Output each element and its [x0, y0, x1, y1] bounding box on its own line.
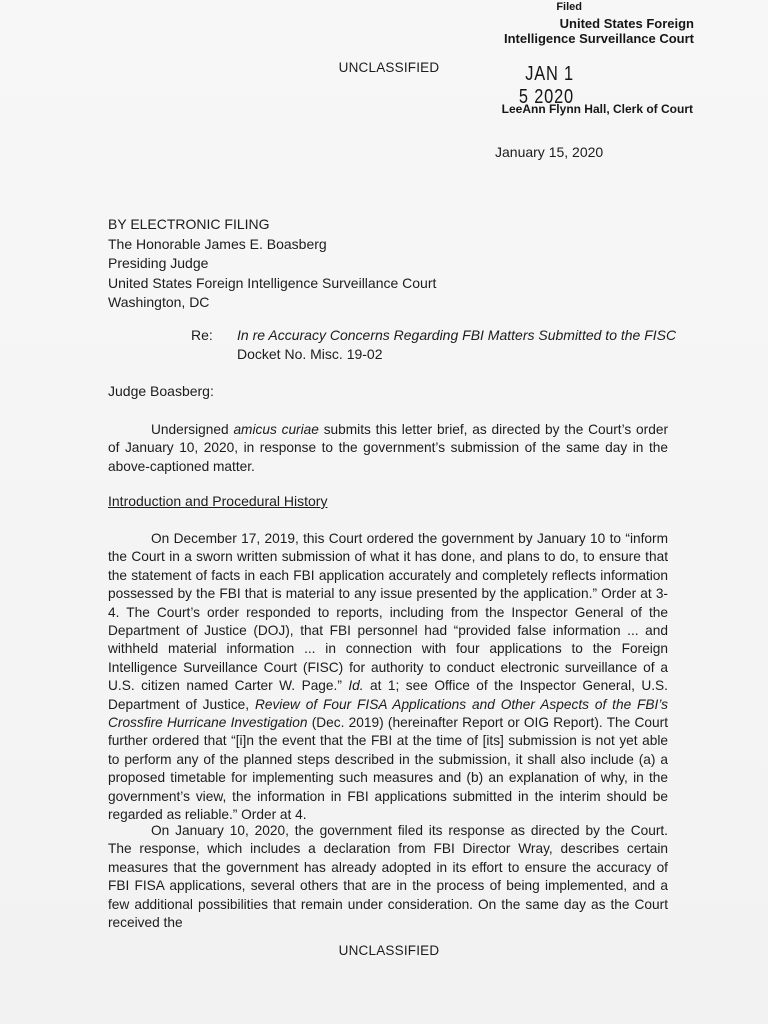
footer-classification: UNCLASSIFIED	[338, 943, 440, 958]
section-heading: Introduction and Procedural History	[108, 493, 328, 509]
para1-amicus-italic: amicus curiae	[233, 422, 319, 437]
re-value	[237, 326, 676, 364]
paragraph-intro	[108, 421, 668, 476]
address-line: The Honorable James E. Boasberg	[108, 235, 327, 252]
address-line: Presiding Judge	[108, 255, 209, 271]
re-title: In re Accuracy Concerns Regarding FBI Matters Submitted to the FISC	[237, 327, 677, 343]
re-docket: Docket No. Misc. 19-02	[237, 346, 383, 362]
header-classification: UNCLASSIFIED	[338, 60, 440, 75]
para2-id-italic: Id.	[348, 678, 364, 694]
stamp-filed: Filed	[556, 1, 582, 13]
para2-text-c: at 1; see Office of the Inspector General, U.S. Department of Justice,	[108, 678, 668, 712]
filing-stamp	[501, 1, 694, 116]
letter-date: January 15, 2020	[495, 144, 604, 160]
stamp-court-line2: Intelligence Surveillance Court	[504, 31, 694, 46]
para2-report-title-italic: Review of Four FISA Applications and Other Aspects of the FBI’s Crossfire Hurricane Investigation	[108, 696, 668, 731]
paragraph-response: On January 10, 2020, the government filed its response as directed by the Court. The response, which includes a declaration from FBI Director Wray, describes certain measures that the government has already adopted in its effort to ensure the accuracy of FBI FISA applications, several others that are in the process of being implemented, and a few additional possibilities that remain under consideration. On the same day as the Court received the	[108, 823, 668, 931]
para1-text-c: submits this letter brief, as directed by the Court’s order of January 10, 2020, in response to the government’s submission of the same day in the above-captioned matter.	[108, 422, 669, 474]
stamp-clerk: LeeAnn Flynn Hall, Clerk of Court	[501, 102, 693, 116]
address-line: BY ELECTRONIC FILING	[108, 216, 270, 232]
stamp-date: JAN 1 5 2020	[518, 63, 574, 108]
salutation: Judge Boasberg:	[108, 383, 214, 399]
address-line: Washington, DC	[108, 294, 210, 310]
address-line: United States Foreign Intelligence Surveillance Court	[108, 274, 437, 291]
para1-text-a: Undersigned	[151, 422, 234, 437]
re-label: Re:	[191, 327, 213, 343]
address-block	[108, 215, 436, 313]
stamp-court-line1: United States Foreign	[559, 16, 694, 31]
paragraph-history	[108, 530, 668, 825]
para2-text-a: On December 17, 2019, this Court ordered the government by January 10 to “inform the Court in a sworn written submission of what it has done, and plans to do, to ensure that the statement of facts in each FBI application accurately and completely reflects information possessed by the FBI that is material to any issue presented by the application.” Order at 3-4. The Court’s order responded to reports, including from the Inspector General of the Department of Justice (DOJ), that FBI personnel had “provided false information ... and withheld material information ... in connection with four applications to the Foreign Intelligence Surveillance Court (FISC) for authority to conduct electronic surveillance of a U.S. citizen named Carter W. Page.”	[108, 531, 668, 694]
para2-text-e: (Dec. 2019) (hereinafter Report or OIG Report). The Court further ordered that “[i]n the event that the FBI at the time of [its] submission is not yet able to perform any of the planned steps described in the submission, it shall also include (a) a proposed timetable for implementing such measures and (b) an explanation of why, in the government’s view, the information in FBI applications submitted in the interim should be regarded as reliable.” Order at 4.	[108, 715, 668, 823]
